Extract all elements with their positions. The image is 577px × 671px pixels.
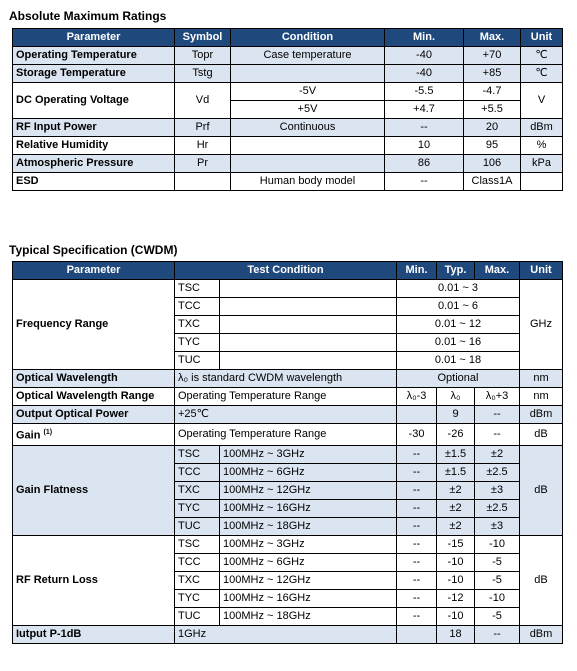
param-cell: Output Optical Power (13, 406, 175, 424)
typ-cell: ±1.5 (437, 445, 475, 463)
param-cell: Operating Temperature (13, 47, 175, 65)
max-cell: -- (475, 424, 520, 446)
unit-cell: dBm (520, 625, 563, 643)
model-cell: TSC (175, 535, 220, 553)
min-cell: -- (385, 173, 464, 191)
value-cell: Optional (397, 370, 520, 388)
min-cell: -- (385, 119, 464, 137)
max-cell: -5 (475, 607, 520, 625)
max-cell: -- (475, 406, 520, 424)
min-cell: -- (397, 571, 437, 589)
header-cell: Test Condition (175, 262, 397, 280)
condition-cell: 100MHz ~ 6GHz (220, 463, 397, 481)
min-cell: -- (397, 499, 437, 517)
max-cell: +70 (464, 47, 521, 65)
footnote-marker: (1) (43, 429, 53, 436)
unit-cell: % (521, 137, 563, 155)
param-cell (13, 424, 175, 446)
model-cell: TYC (175, 589, 220, 607)
min-cell: -- (397, 517, 437, 535)
table-row (13, 370, 563, 388)
table-row (13, 65, 563, 83)
table-row (13, 625, 563, 643)
max-cell: -4.7 (464, 83, 521, 101)
unit-cell: dBm (520, 406, 563, 424)
header-cell: Max. (464, 29, 521, 47)
table-row (13, 83, 563, 101)
symbol-cell: Tstg (175, 65, 231, 83)
unit-cell: dB (520, 424, 563, 446)
max-cell: λ₀+3 (475, 388, 520, 406)
condition-cell: 100MHz ~ 6GHz (220, 553, 397, 571)
unit-cell (521, 173, 563, 191)
min-cell: -- (397, 553, 437, 571)
model-cell: TSC (175, 445, 220, 463)
model-cell: TCC (175, 553, 220, 571)
max-cell: -5 (475, 571, 520, 589)
condition-cell: +5V (231, 101, 385, 119)
typ-cell: ±2 (437, 481, 475, 499)
section-title-typical-spec: Typical Specification (CWDM) (9, 243, 178, 257)
max-cell: -10 (475, 589, 520, 607)
max-cell: Class1A (464, 173, 521, 191)
min-cell: -- (397, 481, 437, 499)
symbol-cell: Prf (175, 119, 231, 137)
param-cell: Storage Temperature (13, 65, 175, 83)
condition-cell (231, 155, 385, 173)
condition-cell (231, 65, 385, 83)
min-cell: -- (397, 607, 437, 625)
typical-spec-table (12, 261, 563, 644)
table-row (13, 280, 563, 298)
header-cell: Parameter (13, 262, 175, 280)
unit-cell: nm (520, 370, 563, 388)
max-cell: ±3 (475, 517, 520, 535)
symbol-cell: Vd (175, 83, 231, 119)
max-cell: -10 (475, 535, 520, 553)
table-row (13, 137, 563, 155)
param-cell: DC Operating Voltage (13, 83, 175, 119)
min-cell: +4.7 (385, 101, 464, 119)
min-cell: 86 (385, 155, 464, 173)
min-cell: λ₀-3 (397, 388, 437, 406)
header-cell: Parameter (13, 29, 175, 47)
table-row (13, 445, 563, 463)
param-cell: RF Input Power (13, 119, 175, 137)
param-cell: Frequency Range (13, 280, 175, 370)
min-cell: -5.5 (385, 83, 464, 101)
condition-cell: 100MHz ~ 18GHz (220, 607, 397, 625)
condition-cell: -5V (231, 83, 385, 101)
param-cell: Gain Flatness (13, 445, 175, 535)
typ-cell: -10 (437, 553, 475, 571)
symbol-cell: Topr (175, 47, 231, 65)
header-cell: Condition (231, 29, 385, 47)
header-cell: Symbol (175, 29, 231, 47)
max-cell: +85 (464, 65, 521, 83)
max-cell: ±2 (475, 445, 520, 463)
condition-cell: λ₀ is standard CWDM wavelength (175, 370, 397, 388)
max-cell: +5.5 (464, 101, 521, 119)
condition-cell: 100MHz ~ 12GHz (220, 571, 397, 589)
max-cell: ±2.5 (475, 499, 520, 517)
value-cell: 0.01 ~ 12 (397, 316, 520, 334)
header-cell: Typ. (437, 262, 475, 280)
param-cell: Iutput P-1dB (13, 625, 175, 643)
param-cell: Optical Wavelength Range (13, 388, 175, 406)
unit-cell: dB (520, 535, 563, 625)
min-cell (397, 406, 437, 424)
unit-cell: GHz (520, 280, 563, 370)
value-cell: 0.01 ~ 3 (397, 280, 520, 298)
max-cell: ±3 (475, 481, 520, 499)
typ-cell: ±1.5 (437, 463, 475, 481)
min-cell: -- (397, 535, 437, 553)
min-cell (397, 625, 437, 643)
model-cell: TXC (175, 481, 220, 499)
table-row (13, 406, 563, 424)
model-cell: TUC (175, 517, 220, 535)
table-row (13, 119, 563, 137)
condition-cell: Continuous (231, 119, 385, 137)
typ-cell: -10 (437, 607, 475, 625)
symbol-cell (175, 173, 231, 191)
max-cell: ±2.5 (475, 463, 520, 481)
typ-cell: -12 (437, 589, 475, 607)
max-cell: 95 (464, 137, 521, 155)
table-row (13, 155, 563, 173)
min-cell: -- (397, 445, 437, 463)
header-cell: Min. (385, 29, 464, 47)
header-cell: Unit (520, 262, 563, 280)
section-title-absolute-max: Absolute Maximum Ratings (9, 9, 167, 23)
max-cell: -- (475, 625, 520, 643)
typ-cell: ±2 (437, 517, 475, 535)
param-cell: Optical Wavelength (13, 370, 175, 388)
param-cell: RF Return Loss (13, 535, 175, 625)
min-cell: 10 (385, 137, 464, 155)
header-cell: Min. (397, 262, 437, 280)
absolute-max-ratings-table (12, 28, 563, 191)
symbol-cell: Pr (175, 155, 231, 173)
table-row (13, 388, 563, 406)
min-cell: -- (397, 463, 437, 481)
param-cell: Atmospheric Pressure (13, 155, 175, 173)
model-cell: TCC (175, 298, 220, 316)
model-cell: TCC (175, 463, 220, 481)
condition-cell: Human body model (231, 173, 385, 191)
symbol-cell: Hr (175, 137, 231, 155)
condition-cell: 100MHz ~ 3GHz (220, 445, 397, 463)
unit-cell: ℃ (521, 65, 563, 83)
value-cell: 0.01 ~ 6 (397, 298, 520, 316)
model-cell: TUC (175, 352, 220, 370)
unit-cell: nm (520, 388, 563, 406)
table-row (13, 424, 563, 446)
typ-cell: -10 (437, 571, 475, 589)
value-cell: 0.01 ~ 18 (397, 352, 520, 370)
unit-cell: dBm (521, 119, 563, 137)
typ-cell: -15 (437, 535, 475, 553)
condition-cell: 1GHz (175, 625, 397, 643)
model-cell: TXC (175, 316, 220, 334)
condition-cell: 100MHz ~ 16GHz (220, 589, 397, 607)
value-cell: 0.01 ~ 16 (397, 334, 520, 352)
typ-cell: 18 (437, 625, 475, 643)
typ-cell: ±2 (437, 499, 475, 517)
unit-cell: V (521, 83, 563, 119)
condition-cell: Operating Temperature Range (175, 388, 397, 406)
param-cell: ESD (13, 173, 175, 191)
model-cell: TSC (175, 280, 220, 298)
table-header-row (13, 29, 563, 47)
max-cell: 106 (464, 155, 521, 173)
model-cell: TYC (175, 499, 220, 517)
condition-cell: 100MHz ~ 16GHz (220, 499, 397, 517)
condition-cell: 100MHz ~ 3GHz (220, 535, 397, 553)
model-cell: TUC (175, 607, 220, 625)
max-cell: 20 (464, 119, 521, 137)
gain-label: Gain (16, 429, 41, 442)
unit-cell: kPa (521, 155, 563, 173)
min-cell: -- (397, 589, 437, 607)
table-row (13, 173, 563, 191)
min-cell: -30 (397, 424, 437, 446)
condition-cell (231, 137, 385, 155)
typ-cell: 9 (437, 406, 475, 424)
condition-cell: +25℃ (175, 406, 397, 424)
typ-cell: -26 (437, 424, 475, 446)
table-row (13, 47, 563, 65)
param-cell: Relative Humidity (13, 137, 175, 155)
condition-cell: 100MHz ~ 12GHz (220, 481, 397, 499)
max-cell: -5 (475, 553, 520, 571)
typ-cell: λ₀ (437, 388, 475, 406)
header-cell: Max. (475, 262, 520, 280)
header-cell: Unit (521, 29, 563, 47)
unit-cell: ℃ (521, 47, 563, 65)
table-header-row (13, 262, 563, 280)
min-cell: -40 (385, 65, 464, 83)
model-cell: TXC (175, 571, 220, 589)
unit-cell: dB (520, 445, 563, 535)
table-row (13, 535, 563, 553)
condition-cell: Operating Temperature Range (175, 424, 397, 446)
condition-cell: Case temperature (231, 47, 385, 65)
model-cell: TYC (175, 334, 220, 352)
condition-cell: 100MHz ~ 18GHz (220, 517, 397, 535)
min-cell: -40 (385, 47, 464, 65)
